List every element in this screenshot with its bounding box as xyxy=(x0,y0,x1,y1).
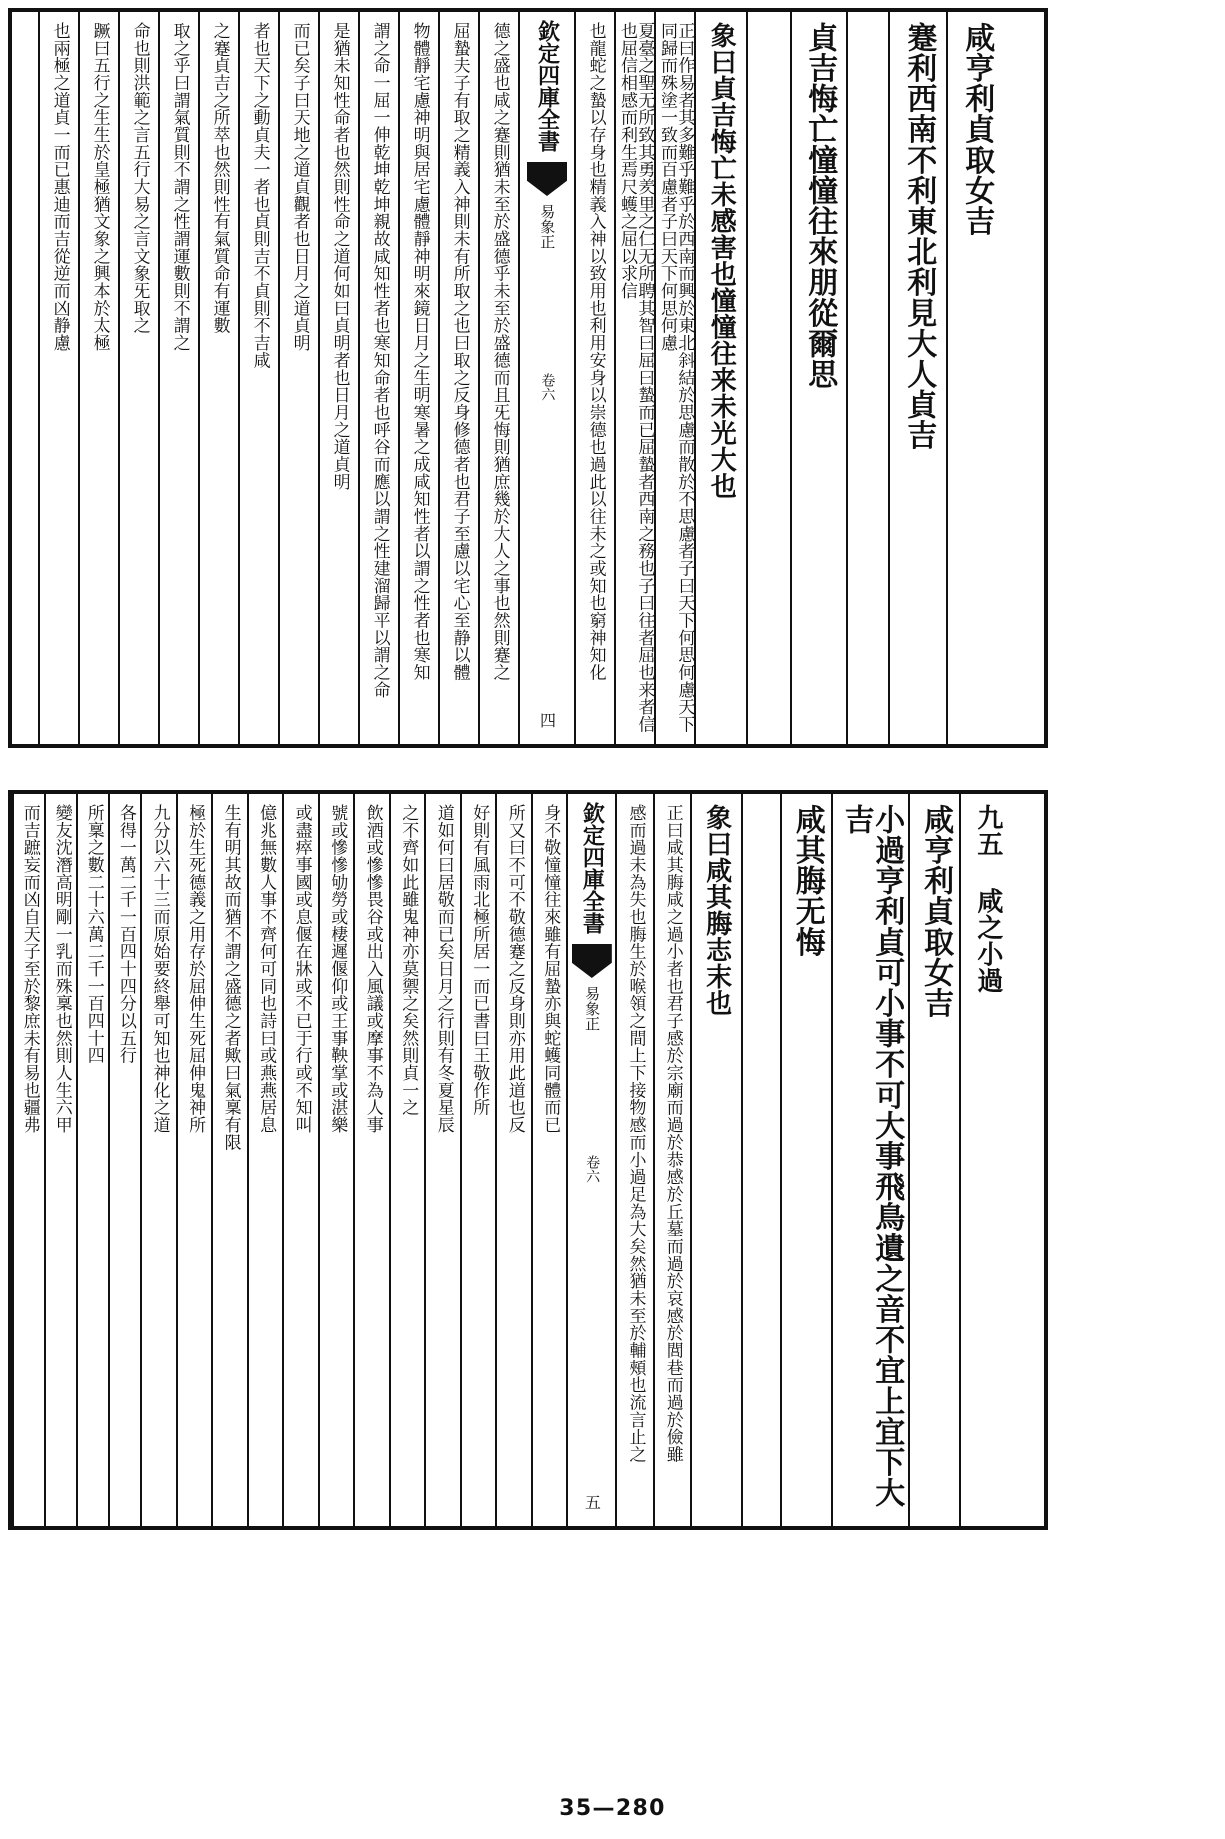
text-column xyxy=(282,794,318,1526)
text-column xyxy=(78,12,118,744)
text-column xyxy=(44,794,76,1526)
text-column xyxy=(654,12,694,744)
text-column xyxy=(140,794,176,1526)
text-column xyxy=(780,794,831,1526)
text-column xyxy=(478,12,518,744)
column-text: 蹶曰五行之生生於皇極猶文象之興本於太極 xyxy=(89,22,110,352)
column-text: 咸亨利貞取女吉 xyxy=(959,22,995,237)
text-column xyxy=(389,794,425,1526)
center-banner-upper xyxy=(518,12,574,744)
column-text: 象曰貞吉悔亡未感害也憧憧往来未光大也 xyxy=(706,22,737,500)
text-column xyxy=(790,12,846,744)
column-text: 德之盛也咸之蹇則猶未至於盛德乎未至於盛德而且旡悔則猶庶幾於大人之事也然則蹇之 xyxy=(489,22,510,681)
column-text: 物體靜宅慮神明與居宅慮體靜神明來鏡日月之生明寒暑之成咸知性者以謂之性者也寒知 xyxy=(409,22,430,681)
text-column xyxy=(318,12,358,744)
column-text: 之不齊如此雖鬼神亦莫禦之矣然則貞一之 xyxy=(398,804,419,1117)
column-text: 象曰咸其脢志末也 xyxy=(701,804,732,1017)
work-title: 易象正 xyxy=(538,204,557,249)
book-title: 欽定四庫全書 xyxy=(534,20,561,152)
column-text: 小過亨利貞可小事不可大事飛鳥遺之音不宜上宜下大吉 xyxy=(838,804,905,1508)
text-column xyxy=(108,794,140,1526)
column-text: 所又曰不可不敬德蹇之反身則亦用此道也反 xyxy=(504,804,525,1134)
text-column xyxy=(318,794,354,1526)
column-text: 身不敬憧憧往來雖有屈蟄亦與蛇蠖同體而已 xyxy=(540,804,561,1134)
text-column xyxy=(615,794,652,1526)
text-column xyxy=(118,12,158,744)
column-text: 九五 咸之小過 xyxy=(972,804,1003,994)
text-column xyxy=(946,12,1004,744)
text-column xyxy=(495,794,531,1526)
column-text: 夏臺之聖无所致其勇羑里之仁无所聘其智曰屈曰蟄而已屈蟄者西南之務也子曰往者屈也来者信也屈信相感而利生焉尺蠖之屈以求信 xyxy=(617,22,655,733)
column-text: 各得一萬二千一百四十四分以五行 xyxy=(115,804,136,1065)
column-text: 蹇利西南不利東北利見大人貞吉 xyxy=(901,22,937,451)
text-column xyxy=(358,12,398,744)
text-column xyxy=(531,794,567,1526)
text-column xyxy=(574,12,614,744)
column-text: 或盡瘁事國或息偃在牀或不已于行或不知叫 xyxy=(291,804,312,1134)
text-column xyxy=(12,794,44,1526)
text-column xyxy=(198,12,238,744)
column-text: 號或慘慘劬勞或棲遲偃仰或王事鞅掌或湛樂 xyxy=(327,804,348,1134)
text-column xyxy=(278,12,318,744)
text-column xyxy=(398,12,438,744)
book-title: 欽定四庫全書 xyxy=(579,802,606,934)
leaf-columns-upper xyxy=(12,12,1044,744)
leaf-number: 五 xyxy=(582,1494,602,1510)
column-text: 而吉蹠妄而凶自天子至於黎庶未有易也疆弗 xyxy=(19,804,40,1134)
column-text: 也龍蛇之蟄以存身也精義入神以致用也利用安身以崇德也過此以往未之或知也窮神知化 xyxy=(585,22,606,681)
column-text: 九分以六十三而原始要終舉可知也神化之道 xyxy=(149,804,170,1134)
fishtail-ornament-icon xyxy=(572,944,612,978)
text-column xyxy=(353,794,389,1526)
text-column xyxy=(211,794,247,1526)
column-text: 命也則洪範之言五行大易之言文象旡取之 xyxy=(129,22,150,335)
text-column xyxy=(238,12,278,744)
column-text: 好則有風雨北極所居一而已書曰王敬作所 xyxy=(469,804,490,1117)
column-text: 之蹇貞吉之所萃也然則性有氣質命有運數 xyxy=(209,22,230,335)
column-text: 者也天下之動貞夫一者也貞則吉不貞則不吉咸 xyxy=(249,22,270,369)
margin-column xyxy=(1014,794,1044,1526)
text-column xyxy=(38,12,78,744)
text-column xyxy=(247,794,283,1526)
column-text: 生有明其故而猶不謂之盛德之者歟曰氣稟有限 xyxy=(220,804,241,1151)
text-column xyxy=(690,794,741,1526)
column-text: 變友沈潛高明剛一乳而殊稟也然則人生六甲 xyxy=(51,804,72,1134)
printed-leaf-upper xyxy=(8,8,1048,748)
column-text: 咸亨利貞取女吉 xyxy=(918,804,954,1019)
fishtail-ornament-icon xyxy=(527,162,567,196)
text-column xyxy=(158,12,198,744)
text-column xyxy=(694,12,746,744)
column-text: 謂之命一屈一伸乾坤乾坤親故咸知性者也寒知命者也呼谷而應以謂之性建溜歸平以謂之命 xyxy=(369,22,390,699)
work-title: 易象正 xyxy=(583,986,602,1031)
column-text: 億兆無數人事不齊何可同也詩曰或燕燕居息 xyxy=(256,804,277,1134)
center-banner-lower xyxy=(566,794,615,1526)
text-column xyxy=(959,794,1014,1526)
margin-column xyxy=(1004,12,1044,744)
text-column xyxy=(846,12,888,744)
text-column xyxy=(831,794,908,1526)
text-column xyxy=(176,794,212,1526)
text-column xyxy=(888,12,946,744)
column-text: 也兩極之道貞一而已惠迪而吉從逆而凶静慮 xyxy=(49,22,70,352)
volume-label: 卷六 xyxy=(584,1155,601,1183)
column-text: 極於生死德義之用存於屈伸生死屈伸鬼神所 xyxy=(185,804,206,1134)
text-column xyxy=(424,794,460,1526)
column-text: 感而過未為失也脢生於喉領之間上下接物感而小過足為大矣然猶未至於輔頰也流言止之 xyxy=(625,804,646,1463)
column-text: 所稟之數二十六萬二千一百四十四 xyxy=(83,804,104,1065)
leaf-number: 四 xyxy=(537,712,557,728)
column-text: 而已矣子曰天地之道貞觀者也日月之道貞明 xyxy=(289,22,310,352)
text-column xyxy=(653,794,690,1526)
column-text: 正曰咸其脢咸之過小者也君子感於宗廟而過於恭感於丘墓而過於哀感於閭巷而過於儉雖 xyxy=(662,804,683,1463)
text-column xyxy=(614,12,654,744)
column-text: 咸其脢无悔 xyxy=(789,804,825,957)
column-text: 飲酒或慘慘畏谷或出入風議或摩事不為人事 xyxy=(362,804,383,1134)
leaf-columns-lower xyxy=(12,794,1044,1526)
volume-label: 卷六 xyxy=(539,373,556,401)
text-column xyxy=(76,794,108,1526)
text-column xyxy=(741,794,780,1526)
column-text: 道如何曰居敬而已矣日月之行則有冬夏星辰 xyxy=(433,804,454,1134)
text-column xyxy=(438,12,478,744)
folio-number: 35—280 xyxy=(559,1796,666,1821)
text-column xyxy=(746,12,790,744)
column-text: 正曰作易者其多難乎難乎於西南而興於東北斜結於思慮而散於不思慮者子曰天下何思何慮天下同歸而殊塗一致而百慮者子曰天下何思何慮 xyxy=(657,22,695,733)
text-column xyxy=(908,794,959,1526)
column-text: 是猶未知性命者也然則性命之道何如曰貞明者也日月之道貞明 xyxy=(329,22,350,491)
column-text: 貞吉悔亡憧憧往來朋從爾思 xyxy=(802,22,838,390)
column-text: 屈蟄夫子有取之精義入神則未有所取之也曰取之反身修德者也君子至慮以宅心至静以體 xyxy=(449,22,470,681)
column-text: 取之乎曰謂氣質則不謂之性謂運數則不謂之 xyxy=(169,22,190,352)
text-column xyxy=(460,794,496,1526)
printed-leaf-lower xyxy=(8,790,1048,1530)
